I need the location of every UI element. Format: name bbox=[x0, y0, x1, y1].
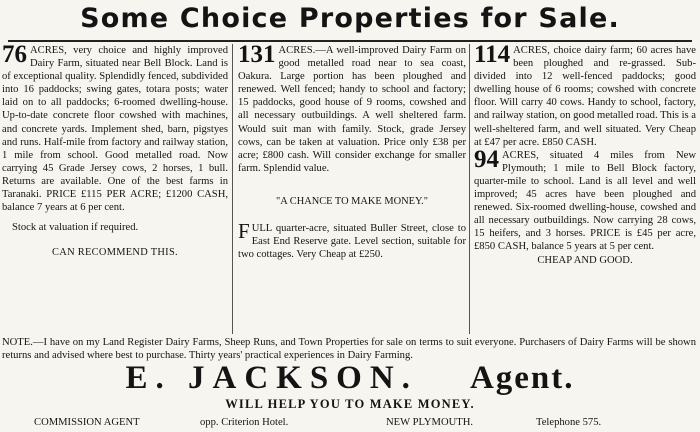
listing-number: 114 bbox=[474, 41, 511, 68]
listing-131-acres bbox=[238, 41, 466, 261]
listing-body bbox=[2, 41, 228, 214]
listing-114-acres bbox=[474, 41, 696, 149]
telephone: Telephone 575. bbox=[536, 417, 602, 428]
listing-text: ACRES, very choice and highly improved Dairy Farm, situated near Bell Block. Land is of exceptional quality. Splendidly fenced, subdivided into 16 paddocks; swing gates, totara posts; water laid on to all paddocks; 6-roomed dwelling-house. Up-to-date concrete floor cowshed with machines, and concrete yards. Implement shed, barn, pigstyes and runs. Half-mile from factory and railway station, 1 mile from school. Good metalled road. Now carrying 45 Grade Jersey cows, 2 horses, 1 bull. Returns are available. One of the best farms in Taranaki. PRICE £115 PER ACRE; £1200 CASH, balance 7 years at 6 per cent. bbox=[2, 45, 228, 214]
address: opp. Criterion Hotel. bbox=[200, 417, 289, 428]
quarter-acre-listing bbox=[238, 219, 466, 261]
agent-title: Agent. bbox=[469, 360, 575, 396]
column-divider bbox=[232, 44, 233, 334]
listing-76-acres bbox=[2, 41, 228, 259]
agent-name: E. JACKSON. bbox=[125, 360, 418, 396]
agent-line bbox=[0, 359, 700, 397]
listing-text: ACRES, choice dairy farm; 60 acres have been ploughed and re-grassed. Sub-divided into 12 well-fenced paddocks; good dwelling house of 6 rooms; cowshed with concrete floor. Will carry 40 cows. Handy to school, factory, and railway station, on good metalled road. This is a well-sheltered farm, and well situated. Very Cheap at £47 per acre. £850 CASH. bbox=[474, 45, 696, 148]
listing-column-3 bbox=[474, 41, 696, 267]
listing-number: 131 bbox=[238, 41, 276, 68]
headline-rule bbox=[8, 40, 692, 42]
cheap-line: CHEAP AND GOOD. bbox=[537, 254, 633, 266]
drop-initial: F bbox=[238, 219, 250, 244]
contact-line bbox=[0, 417, 700, 431]
chance-heading: "A CHANCE TO MAKE MONEY." bbox=[276, 195, 428, 207]
headline: Some Choice Properties for Sale. bbox=[80, 3, 620, 34]
slogan: WILL HELP YOU TO MAKE MONEY. bbox=[225, 397, 475, 411]
listing-text: ACRES.—A well-improved Dairy Farm on good metalled road near to sea coast, Oakura. Large portion has been ploughed and renewed. Well fenced; handy to school and factory; 15 paddocks, good house of 9 rooms, cowshed and all necessary outbuildings. A well sheltered farm. Would suit man with family. Stock, grade Jersey cows, can be taken at valuation. Price only £38 per acre; £800 cash. Will consider exchange for smaller farm. Splendid value. bbox=[238, 45, 466, 174]
stock-note: Stock at valuation if required. bbox=[12, 222, 139, 234]
column-divider bbox=[469, 44, 470, 334]
register-note: NOTE.—I have on my Land Register Dairy Farms, Sheep Runs, and Town Properties for sale on terms to suit everyone. Purchasers of Dairy Farms will be shown returns and advised where best to purchase. Thirty years' practical experiences in Dairy Farming. bbox=[2, 337, 696, 361]
listing-number: 76 bbox=[2, 41, 27, 68]
town: NEW PLYMOUTH. bbox=[386, 417, 474, 428]
commission-agent: COMMISSION AGENT bbox=[34, 417, 140, 428]
listing-text: ACRES, situated 4 miles from New Plymouth; 1 mile to Bell Block factory, quarter-mile to school. Land is all level and well improved; 45 acres have been ploughed and renewed. Six-roomed dwelling-house, cowshed and all necessary outbuildings. Now carrying 28 cows, 15 heifers, and 3 horses. PRICE is £45 per acre, £850 CASH, balance 5 years at 5 per cent. bbox=[474, 149, 696, 253]
listing-94-acres bbox=[474, 145, 696, 254]
listing-body bbox=[238, 41, 466, 175]
listing-number: 94 bbox=[474, 145, 499, 173]
listing-text: ULL quarter-acre, situated Buller Street, close to East End Reserve gate. Level section, suitable for two cottages. Very Cheap at £250. bbox=[238, 223, 466, 261]
recommend-line: CAN RECOMMEND THIS. bbox=[52, 247, 178, 259]
